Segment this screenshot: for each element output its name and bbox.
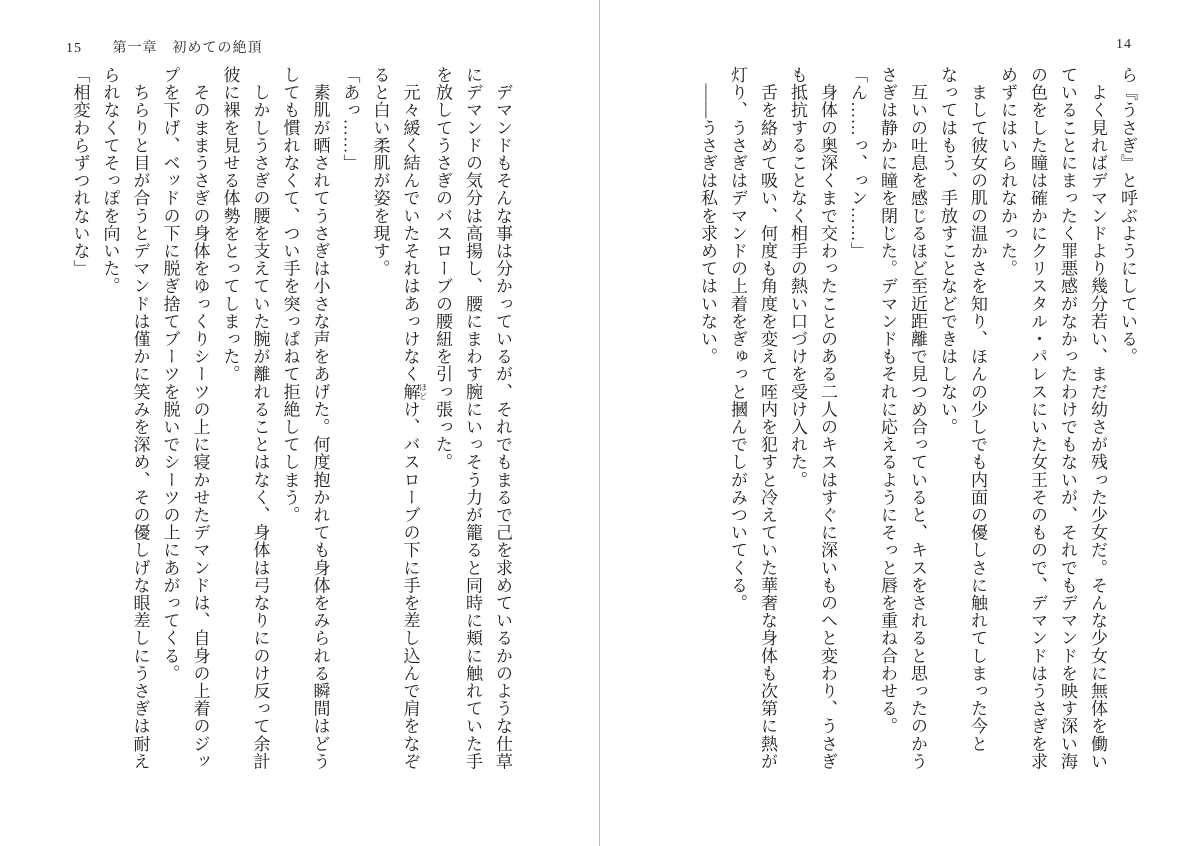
text-line: しても慣れなくて、つい手を突っぱねて拒絶してしまう。: [280, 66, 300, 524]
text-line: ると白い柔肌が姿を現す。: [370, 66, 390, 278]
text-line: さぎは静かに瞳を閉じた。デマンドもそれに応えるようにそっと唇を重ね合わせる。: [878, 66, 897, 735]
page-number-right: 14: [1116, 37, 1132, 52]
text-line: 素肌が晒されてうさぎは小さな声をあげた。何度抱かれても身体をみられる瞬間はどう: [310, 66, 330, 770]
text-line: 「相変わらずつれないな」: [70, 66, 90, 278]
text-line: 元々緩く結んでいたそれはあっけなく解 ほどけ、バスローブの下に手を差し込んで肩をなぞ: [400, 66, 428, 771]
chapter-title: 第一章 初めての絶頂: [112, 41, 263, 56]
text-line: にデマンドの気分は高揚し、腰にまわす腕にいっそう力が籠ると同時に頬に触れていた手: [463, 66, 482, 770]
page-gutter-divider: [599, 0, 600, 846]
text-line: 舌を絡めて吸い、何度も角度を変えて咥内を犯すと冷えていた華奢な身体も次第に熱が: [758, 66, 777, 770]
text-line: めずにはいられなかった。: [998, 66, 1017, 278]
right-page-text-block: [690, 66, 1142, 814]
running-head-right: [1116, 37, 1132, 53]
text-line: 身体の奥深くまで交わったことのある二人のキスはすぐに深いものへと変わり、うさぎ: [818, 66, 837, 770]
text-line: デマンドもそんな事は分かっているが、それでもまるで己を求めているかのような仕草: [493, 66, 512, 770]
text-line: 彼に裸を見せる体勢をとってしまった。: [220, 66, 240, 383]
text-line: を放してうさぎのバスローブの腰紐を引っ張った。: [433, 66, 452, 471]
text-line: も抵抗することなく相手の熱い口づけを受け入れた。: [788, 66, 807, 489]
text-line: プを下げ、ベッドの下に脱ぎ捨てブーツを脱いでシーツの上にあがってくる。: [160, 66, 180, 682]
left-page-text-block: [65, 66, 517, 814]
text-line: の色をした瞳は確かにクリスタル・パレスにいた女王そのもので、デマンドはうさぎを求: [1028, 66, 1047, 770]
text-line: ちらりと目が合うとデマンドは僅かに笑みを深め、その優しげな眼差しにうさぎは耐え: [130, 66, 150, 770]
text-line: 「あっ……」: [340, 66, 360, 172]
text-line: 灯り、うさぎはデマンドの上着をぎゅっと摑んでしがみついてくる。: [728, 66, 747, 612]
text-line: 「ん……っ、っン……」: [848, 66, 867, 260]
running-head-left: [66, 37, 263, 57]
text-line: られなくてそっぽを向いた。: [100, 66, 120, 295]
text-line: ――うさぎは私を求めてはいない。: [698, 66, 717, 366]
text-line: ていることにまったく罪悪感がなかったわけでもないが、それでもデマンドを映す深い海: [1058, 66, 1077, 770]
text-line: しかしうさぎの腰を支えていた腕が離れることはなく、身体は弓なりにのけ反って余計: [250, 66, 270, 770]
text-line: そのままうさぎの身体をゆっくりシーツの上に寝かせたデマンドは、自身の上着のジッ: [190, 66, 210, 770]
text-line: なってはもう、手放すことなどできはしない。: [938, 66, 957, 436]
text-line: よく見ればデマンドより幾分若い、まだ幼さが残った少女だ。そんな少女に無体を働い: [1088, 66, 1107, 770]
text-line: ら『うさぎ』と呼ぶようにしている。: [1118, 66, 1137, 366]
text-line: まして彼女の肌の温かさを知り、ほんの少しでも内面の優しさに触れてしまった今と: [968, 66, 987, 753]
text-line: 互いの吐息を感じるほど至近距離で見つめ合っていると、キスをされると思ったのかう: [908, 66, 927, 770]
page-number-left: 15: [66, 41, 82, 56]
